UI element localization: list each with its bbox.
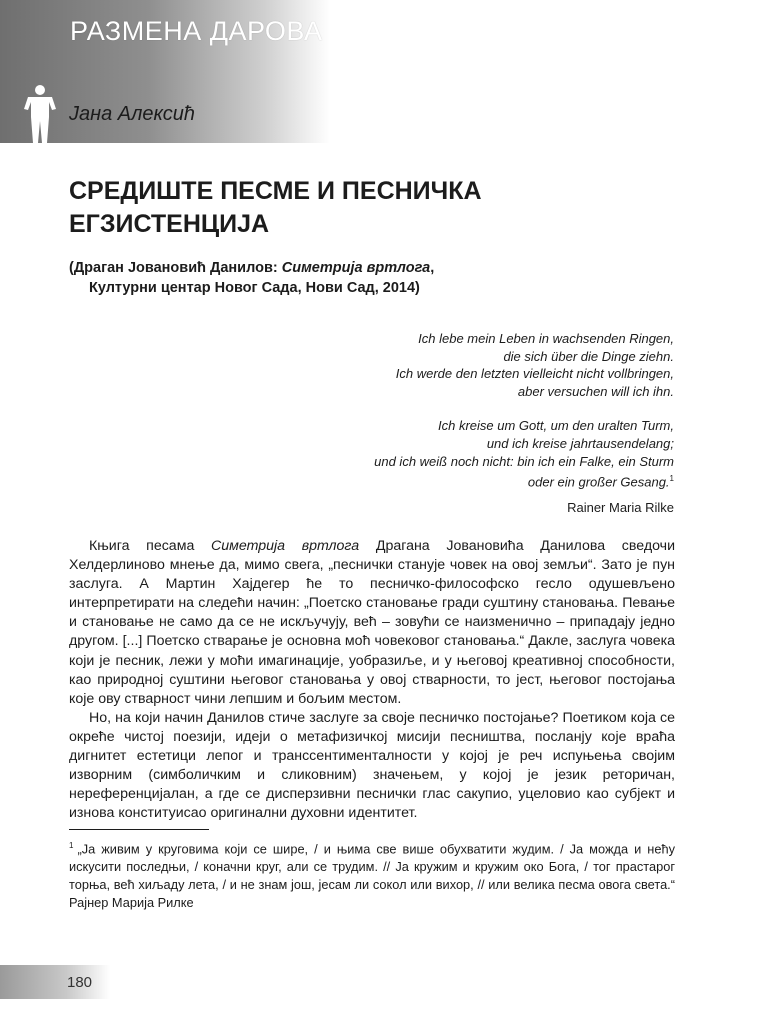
title-line-1: СРЕДИШТЕ ПЕСМЕ И ПЕСНИЧКА: [69, 177, 482, 205]
title-line-2: ЕГЗИСТЕНЦИЈА: [69, 210, 270, 238]
p1-rest: Драгана Јовановића Данилова сведочи Хелдерлиново мнење да, мимо свега, „песнички станује човек на овој земљи“. Зато је пун заслуга. А Мартин Хајдегер ће то песничко-философско гесло одушевљено интерпретирати на следећи начин: „Поетско становање гради суштину становања. Певање и становање не само да се не искључују, већ – зовући се наизменично – припадају једно другом. [...] Поетско стварање је основна моћ човековог становања.“ Дакле, заслуга човека који је песник, лежи у моћи имагинације, уобразиље, и у његовој креативној способности, као природној суштини његовог становања у овој стварности, то јест, његовог постојања које ову стварност чини лепшим и бољим местом.: [69, 538, 675, 707]
p1-book-title: Симетрија вртлога: [211, 538, 360, 554]
subtitle-suffix: ,: [430, 260, 435, 276]
subtitle-prefix: (Драган Јовановић Данилов:: [69, 260, 282, 276]
person-silhouette-icon: [20, 83, 60, 143]
article-author: Јана Алексић: [69, 103, 196, 125]
epigraph-stanza-1: [254, 330, 674, 400]
body-paragraph-2: Но, на који начин Данилов стиче заслуге за своје песничко постојање? Поетиком која се окреће чистој поезији, идеји о метафизичкој мисији песништва, посланју које враћа дигнитет естетици лепог и транссентименталности у којој је реч испуњења својим изворним (симболичким и сликовним) значењем, у којој је језик реторичан, нереференцијалан, а где се дисперзивни песнички глас сакупио, уцеловио као субјект и изнова конституисао оригинални духовни идентитет.: [69, 709, 675, 822]
epigraph-author: Rainer Maria Rilke: [567, 500, 674, 515]
epigraph-line: Ich lebe mein Leben in wachsenden Ringen,: [418, 331, 674, 346]
epigraph-line: die sich über die Dinge ziehn.: [503, 348, 674, 364]
epigraph-line: Ich werde den letzten vielleicht nicht vollbringen,: [395, 366, 674, 382]
epigraph-stanza-2: [254, 417, 674, 491]
epigraph-line: Ich kreise um Gott, um den uralten Turm,: [437, 418, 674, 434]
epigraph-line: und ich weiß noch nicht: bin ich ein Falke, ein Sturm: [374, 453, 674, 469]
footnote-reference: 1: [669, 474, 674, 484]
subtitle-publisher: Културни центар Новог Сада, Нови Сад, 2014): [89, 280, 420, 296]
epigraph-line: [254, 470, 674, 491]
footnote-text: „Ја живим у круговима који се шире, / и њима све више обухватити жудим. / Ја можда и нећу искусити последњи, / коначни круг, али се трудим. // Ја кружим и кружим око Бога, / тог прастарог торња, већ хиљаду лета, / и не знам још, јесам ли сокол или вихор, // или велика песма овога света.“ Рајнер Марија Рилке: [69, 841, 675, 910]
footnote: [69, 837, 675, 911]
epigraph: [254, 330, 674, 508]
subtitle-book-title: Симетрија вртлога: [281, 260, 431, 276]
section-title: РАЗМЕНА ДАРОВА: [70, 16, 323, 46]
epigraph-line-text: oder ein großer Gesang.: [527, 474, 670, 490]
footnote-number: 1: [69, 841, 74, 850]
footnote-divider: [69, 829, 209, 830]
page-number-band: [0, 965, 110, 999]
article-title: [69, 175, 689, 241]
epigraph-line: und ich kreise jahrtausendelang;: [486, 435, 674, 451]
p1-start: Књига песама: [89, 538, 211, 554]
page-number: 180: [67, 974, 93, 991]
epigraph-line: aber versuchen will ich ihn.: [517, 383, 674, 399]
article-body: [69, 537, 675, 823]
book-reference: [69, 258, 689, 298]
body-paragraph-1: [69, 537, 675, 709]
